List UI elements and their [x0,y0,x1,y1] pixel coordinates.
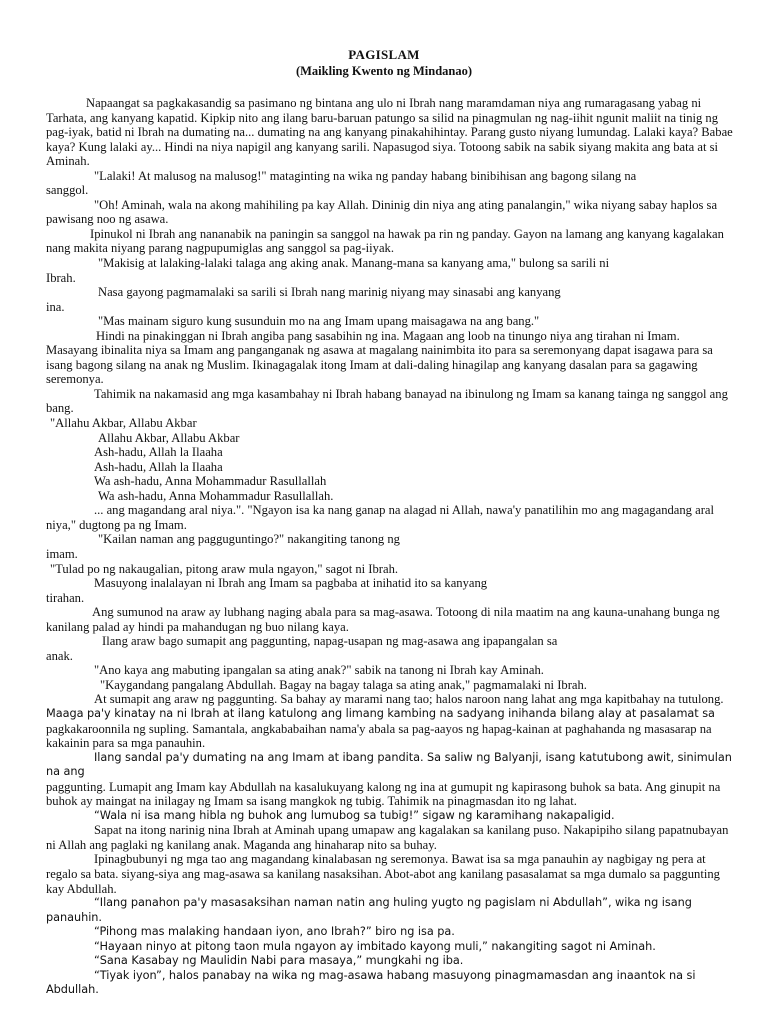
story-paragraph: Sapat na itong narinig nina Ibrah at Aminah upang umapaw ang kagalakan sa kanilang puso. Nakapipiho silang papatnubayan ni Allah ang paglaki ng kanilang anak. Maganda ang hinaharap nito sa buhay. [46,823,729,852]
story-paragraph: “Wala ni isa mang hibla ng buhok ang lumubog sa tubig!” sigaw ng karamihang nakapaligid. [94,808,615,822]
story-paragraph: Ash-hadu, Allah la Ilaaha [94,459,223,474]
story-paragraph: Masuyong inalalayan ni Ibrah ang Imam sa pagbaba at inihatid ito sa kanyang [94,576,488,591]
story-paragraph: "Ano kaya ang mabuting ipangalan sa ating anak?" sabik na tanong ni Ibrah kay Aminah. [94,663,544,678]
story-paragraph: Ilang sandal pa'y dumating na ang Imam at ibang pandita. Sa saliw ng Balyanji, isang katutubong awit, sinimulan na ang [46,750,732,779]
story-paragraph: “Pihong mas malaking handaan iyon, ano Ibrah?” biro ng isa pa. [94,925,455,939]
story-paragraph: Allahu Akbar, Allabu Akbar [98,430,240,445]
story-paragraph: "Makisig at lalaking-lalaki talaga ang aking anak. Manang-mana sa kanyang ama," bulong sa sarili ni [98,256,610,271]
story-paragraph: "Kailan naman ang pagguguntingo?" nakangiting tanong ng [98,532,400,547]
document-title: PAGISLAM [348,47,420,62]
story-paragraph: sanggol. [46,183,89,198]
story-paragraph: Napaangat sa pagkakasandig sa pasimano ng bintana ang ulo ni Ibrah nang maramdaman niya ang rumaragasang yabag ni Tarhata, ang kanyang kapatid. Kipkip nito ang ilang baru-baruan patungo sa silid na pinagmulan ng nag-iihit ngunit maliit na tinig ng pag-iyak, batid ni Ibrah na dumating na... dumating na ang kanyang pinakahihintay. Parang gusto niyang lumundag. Lalaki kaya? Babae kaya? Kung lalaki ay... Hindi na niya napigil ang kanyang sarili. Napasugod siya. Totoong sabik na sabik siyang makita ang bata at si Aminah. [46,96,733,169]
story-paragraph: “Ilang panahon pa'y masasaksihan naman natin ang huling yugto ng pagislam ni Abdullah”, wika ng isang panauhin. [46,896,692,924]
story-paragraph: “Tiyak iyon”, halos panabay na wika ng mag-asawa habang masuyong pinagmamasdan ang inaantok na si Abdullah. [46,968,696,997]
story-paragraph: Nasa gayong pagmamalaki sa sarili si Ibrah nang marinig niyang may sinasabi ang kanyang [98,285,561,300]
story-paragraph: “Sana Kasabay ng Maulidin Nabi para masaya,” mungkahi ng iba. [94,954,464,968]
story-paragraph: tirahan. [46,590,85,605]
story-paragraph: Wa ash-hadu, Anna Mohammadur Rasullallah. [98,488,334,503]
story-paragraph: ... ang magandang aral niya.". "Ngayon isa ka nang ganap na alagad ni Allah, nawa'y panatilihin mo ang magagandang aral niya," dugtong pa ng Imam. [46,503,714,532]
story-paragraph: Ibrah. [46,270,76,285]
story-paragraph: Ipinagbubunyi ng mga tao ang magandang kinalabasan ng seremonya. Bawat isa sa mga panauhin ay nagbigay ng pera at regalo sa bata. siyang-siya ang mag-asawa sa kanilang nasaksihan. Abot-abot ang kanilang pasasalamat sa mga dumalo sa paggunting kay Abdullah. [46,852,720,896]
story-paragraph: "Oh! Aminah, wala na akong mahihiling pa kay Allah. Dininig din niya ang ating panalangin," wika niyang sabay haplos sa pawisang noo ng asawa. [46,197,718,227]
story-paragraph: Ash-hadu, Allah la Ilaaha [94,445,223,460]
story-paragraph: imam. [46,546,78,561]
document-subtitle: (Maikling Kwento ng Mindanao) [295,64,473,78]
story-paragraph: “Hayaan ninyo at pitong taon mula ngayon ay imbitado kayong muli,” nakangiting sagot ni Aminah. [94,939,656,953]
story-paragraph: Tahimik na nakamasid ang mga kasambahay ni Ibrah habang banayad na ibinulong ng Imam sa kanang tainga ng sanggol ang bang. [46,386,728,416]
story-paragraph: "Tulad po ng nakaugalian, pitong araw mula ngayon," sagot ni Ibrah. [50,561,399,576]
story-paragraph: paggunting. Lumapit ang Imam kay Abdullah na kasalukuyang kalong ng ina at gumupit ng kapirasong buhok sa bata. Ang ginupit na buhok ay maingat na inilagay ng Imam sa isang mangkok ng tubig. Tahimik na pinagmasdan ito ng lahat. [46,779,721,809]
story-paragraph: "Mas mainam siguro kung susunduin mo na ang Imam upang maisagawa na ang bang." [98,314,540,329]
story-paragraph: "Allahu Akbar, Allabu Akbar [50,416,197,431]
story-paragraph: Ang sumunod na araw ay lubhang naging abala para sa mag-asawa. Totoong di nila maatim na ang kauna-unahang bunga ng kanilang palad ay hindi pa mahandugan ng buo nilang kaya. [46,605,720,634]
story-paragraph: ina. [46,299,65,314]
story-paragraph: Hindi na pinakinggan ni Ibrah angiba pang sasabihin ng ina. Magaan ang loob na tinungo niya ang tirahan ni Imam. Masayang ibinalita niya sa Imam ang panganganak ng asawa at magalang nainimbita ito para sa seremonyang dapat isagawa para sa isang bagong silang na anak ng Muslim. Ikinagagalak itong Imam at dali-daling hinagilap ang kanyang dasalan para sa gagawing seremonya. [46,328,713,387]
story-body [46,96,734,998]
story-paragraph: "Kaygandang pangalang Abdullah. Bagay na bagay talaga sa ating anak," pagmamalaki ni Ibrah. [100,677,587,692]
story-paragraph: "Lalaki! At malusog na malusog!" mataginting na wika ng panday habang binibihisan ang bagong silang na [94,168,637,183]
story-paragraph: Maaga pa'y kinatay na ni Ibrah at ilang katulong ang limang kambing na sadyang inihanda bilang alay at pasalamat sa [46,706,715,720]
story-paragraph: Ilang araw bago sumapit ang paggunting, napag-usapan ng mag-asawa ang ipapangalan sa [102,634,558,649]
story-paragraph: Ipinukol ni Ibrah ang nananabik na paningin sa sanggol na hawak pa rin ng panday. Gayon na lamang ang kanyang kagalakan nang makita niyang parang nagpupumiglas ang sanggol sa pag-iiyak. [46,226,724,256]
story-paragraph: anak. [46,648,73,663]
story-paragraph: At sumapit ang araw ng paggunting. Sa bahay ay marami nang tao; halos naroon nang lahat ang mga kapitbahay na tutulong. [94,692,724,707]
story-paragraph: pagkakaroonnila ng supling. Samantala, angkababaihan nama'y abala sa pag-aayos ng hapag-kainan at paghahanda ng masasarap na kakainin para sa mga panauhin. [46,721,712,751]
story-paragraph: Wa ash-hadu, Anna Mohammadur Rasullallah [94,474,327,489]
